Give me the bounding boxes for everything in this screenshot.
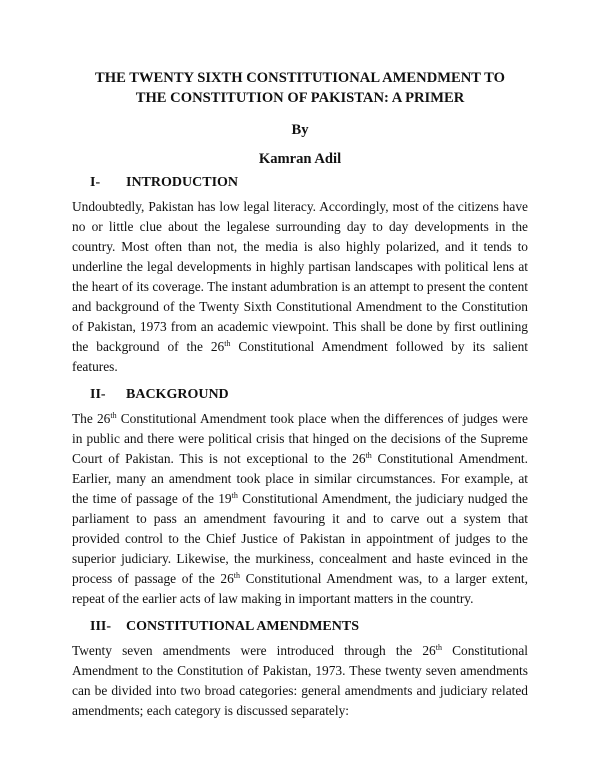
author-name: Kamran Adil (258, 151, 342, 167)
section-heading-introduction (72, 175, 528, 191)
section-heading-background (72, 387, 528, 403)
title-line-1: THE TWENTY SIXTH CONSTITUTIONAL AMENDMENT TO (95, 70, 505, 86)
section-number: I- (90, 175, 101, 190)
section-number: III- (90, 619, 112, 634)
amendments-paragraph: Twenty seven amendments were introduced through the 26th Constitutional Amendment to the Constitution of Pakistan, 1973. These twenty seven amendments can be divided into two broad categories: general amendments and judiciary related amendments; each category is discussed separately: (72, 643, 528, 718)
section-title: BACKGROUND (126, 387, 229, 402)
document-title (76, 68, 524, 108)
by-line: By (291, 122, 309, 138)
background-paragraph: The 26th Constitutional Amendment took place when the differences of judges were in public and there were political crisis that hinged on the decisions of the Supreme Court of Pakistan. This is not exceptional to the 26th Constitutional Amendment. Earlier, many an amendment took place in similar circumstances. For example, at the time of passage of the 19th Constitutional Amendment, the judiciary nudged the parliament to pass an amendment favouring it and to carve out a system that provided control to the Chief Justice of Pakistan in appointment of judges to the superior judiciary. Likewise, the murkiness, concealment and haste evinced in the process of passage of the 26th Constitutional Amendment was, to a larger extent, repeat of the earlier acts of law making in important matters in the country. (72, 411, 528, 606)
section-title: CONSTITUTIONAL AMENDMENTS (126, 619, 359, 634)
section-number: II- (90, 387, 106, 402)
section-heading-constitutional-amendments (72, 619, 528, 635)
section-title: INTRODUCTION (126, 175, 239, 190)
introduction-paragraph: Undoubtedly, Pakistan has low legal literacy. Accordingly, most of the citizens have no or little clue about the legalese surrounding day to day developments in the country. Most often than not, the media is also highly polarized, and it tends to underline the legal developments in highly partisan landscapes with political lens at the heart of its coverage. The instant adumbration is an attempt to present the content and background of the Twenty Sixth Constitutional Amendment to the Constitution of Pakistan, 1973 from an academic viewpoint. This shall be done by first outlining the background of the 26th Constitutional Amendment followed by its salient features. (72, 199, 529, 374)
title-line-2: THE CONSTITUTION OF PAKISTAN: A PRIMER (135, 90, 465, 106)
